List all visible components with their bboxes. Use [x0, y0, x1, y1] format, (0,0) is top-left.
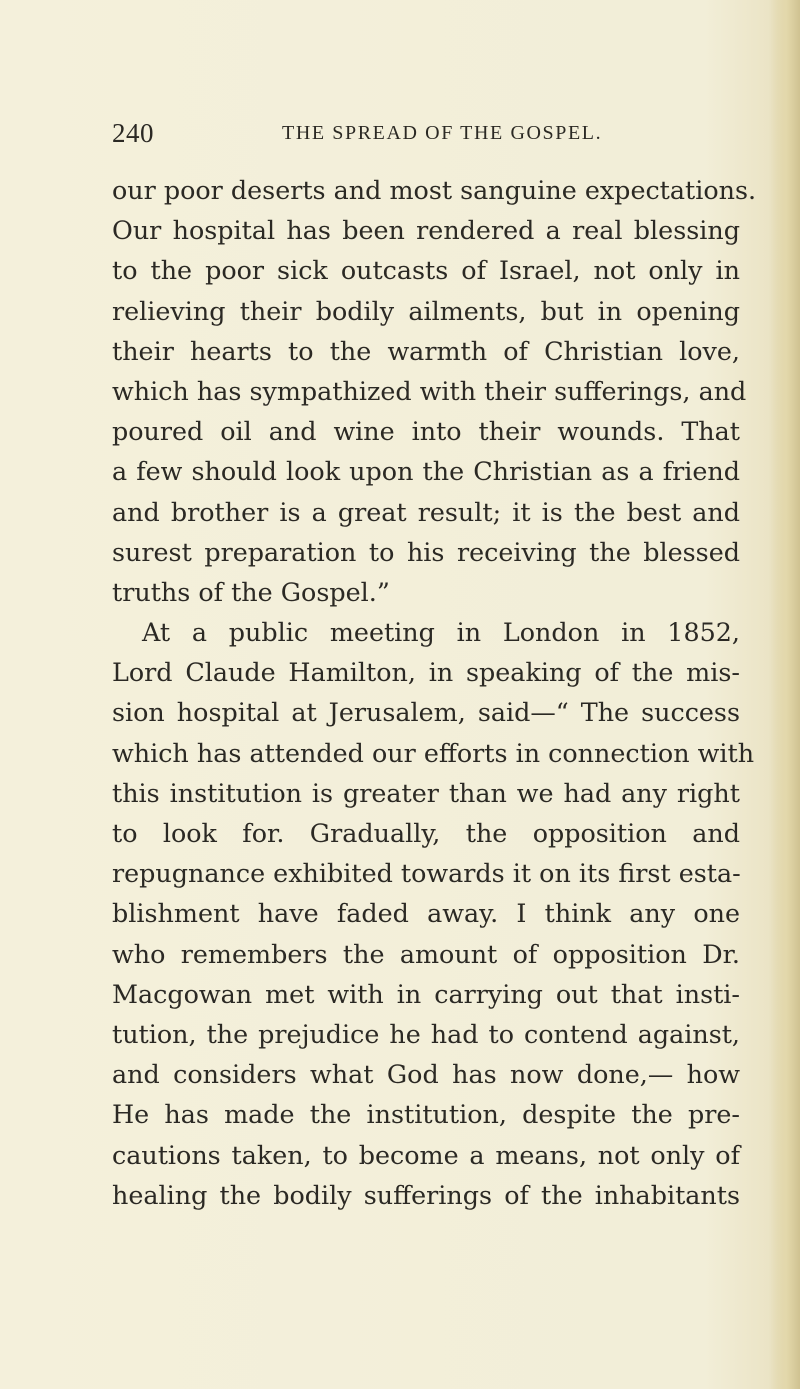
text-line: to the poor sick outcasts of Israel, not only in: [112, 255, 740, 286]
text-line: who remembers the amount of opposition Dr.: [112, 938, 740, 969]
text-line: repugnance exhibited towards it on its first esta-: [112, 858, 741, 889]
text-line: cautions taken, to become a means, not only of: [112, 1139, 740, 1170]
text-line: this institution is greater than we had any right: [112, 777, 740, 808]
page-number: 240: [112, 118, 154, 148]
page-edge-shadow: [770, 0, 800, 1389]
text-line: and considers what God has now done,— how: [112, 1059, 740, 1090]
text-line: sion hospital at Jerusalem, said—“ The success: [112, 697, 740, 728]
text-line: their hearts to the warmth of Christian love,: [112, 335, 740, 366]
text-line: a few should look upon the Christian as a friend: [112, 456, 740, 487]
text-line: relieving their bodily ailments, but in opening: [112, 295, 740, 326]
text-line: He has made the institution, despite the pre-: [112, 1099, 740, 1130]
text-line: truths of the Gospel.”: [112, 576, 390, 607]
text-line: tution, the prejudice he had to contend against,: [112, 1018, 740, 1049]
text-line: to look for. Gradually, the opposition and: [112, 818, 740, 848]
text-line: healing the bodily sufferings of the inhabitants: [112, 1179, 740, 1210]
text-line: surest preparation to his receiving the blessed: [112, 536, 740, 567]
text-line: Lord Claude Hamilton, in speaking of the mis-: [112, 657, 740, 688]
page-header: [112, 118, 752, 154]
text-line: Our hospital has been rendered a real blessing: [112, 215, 740, 246]
running-title: THE SPREAD OF THE GOSPEL.: [282, 122, 603, 144]
text-line: which has attended our efforts in connection with: [112, 737, 755, 768]
text-line: blishment have faded away. I think any one: [112, 898, 740, 929]
text-line: Macgowan met with in carrying out that insti-: [112, 978, 740, 1009]
text-line: poured oil and wine into their wounds. That: [112, 416, 740, 447]
body-text: [112, 170, 757, 1215]
paragraph-start-line: At a public meeting in London in 1852,: [142, 617, 740, 648]
text-line: and brother is a great result; it is the best and: [112, 496, 740, 527]
text-line: our poor deserts and most sanguine expectations.: [112, 175, 757, 205]
text-line: which has sympathized with their sufferings, and: [112, 375, 747, 406]
